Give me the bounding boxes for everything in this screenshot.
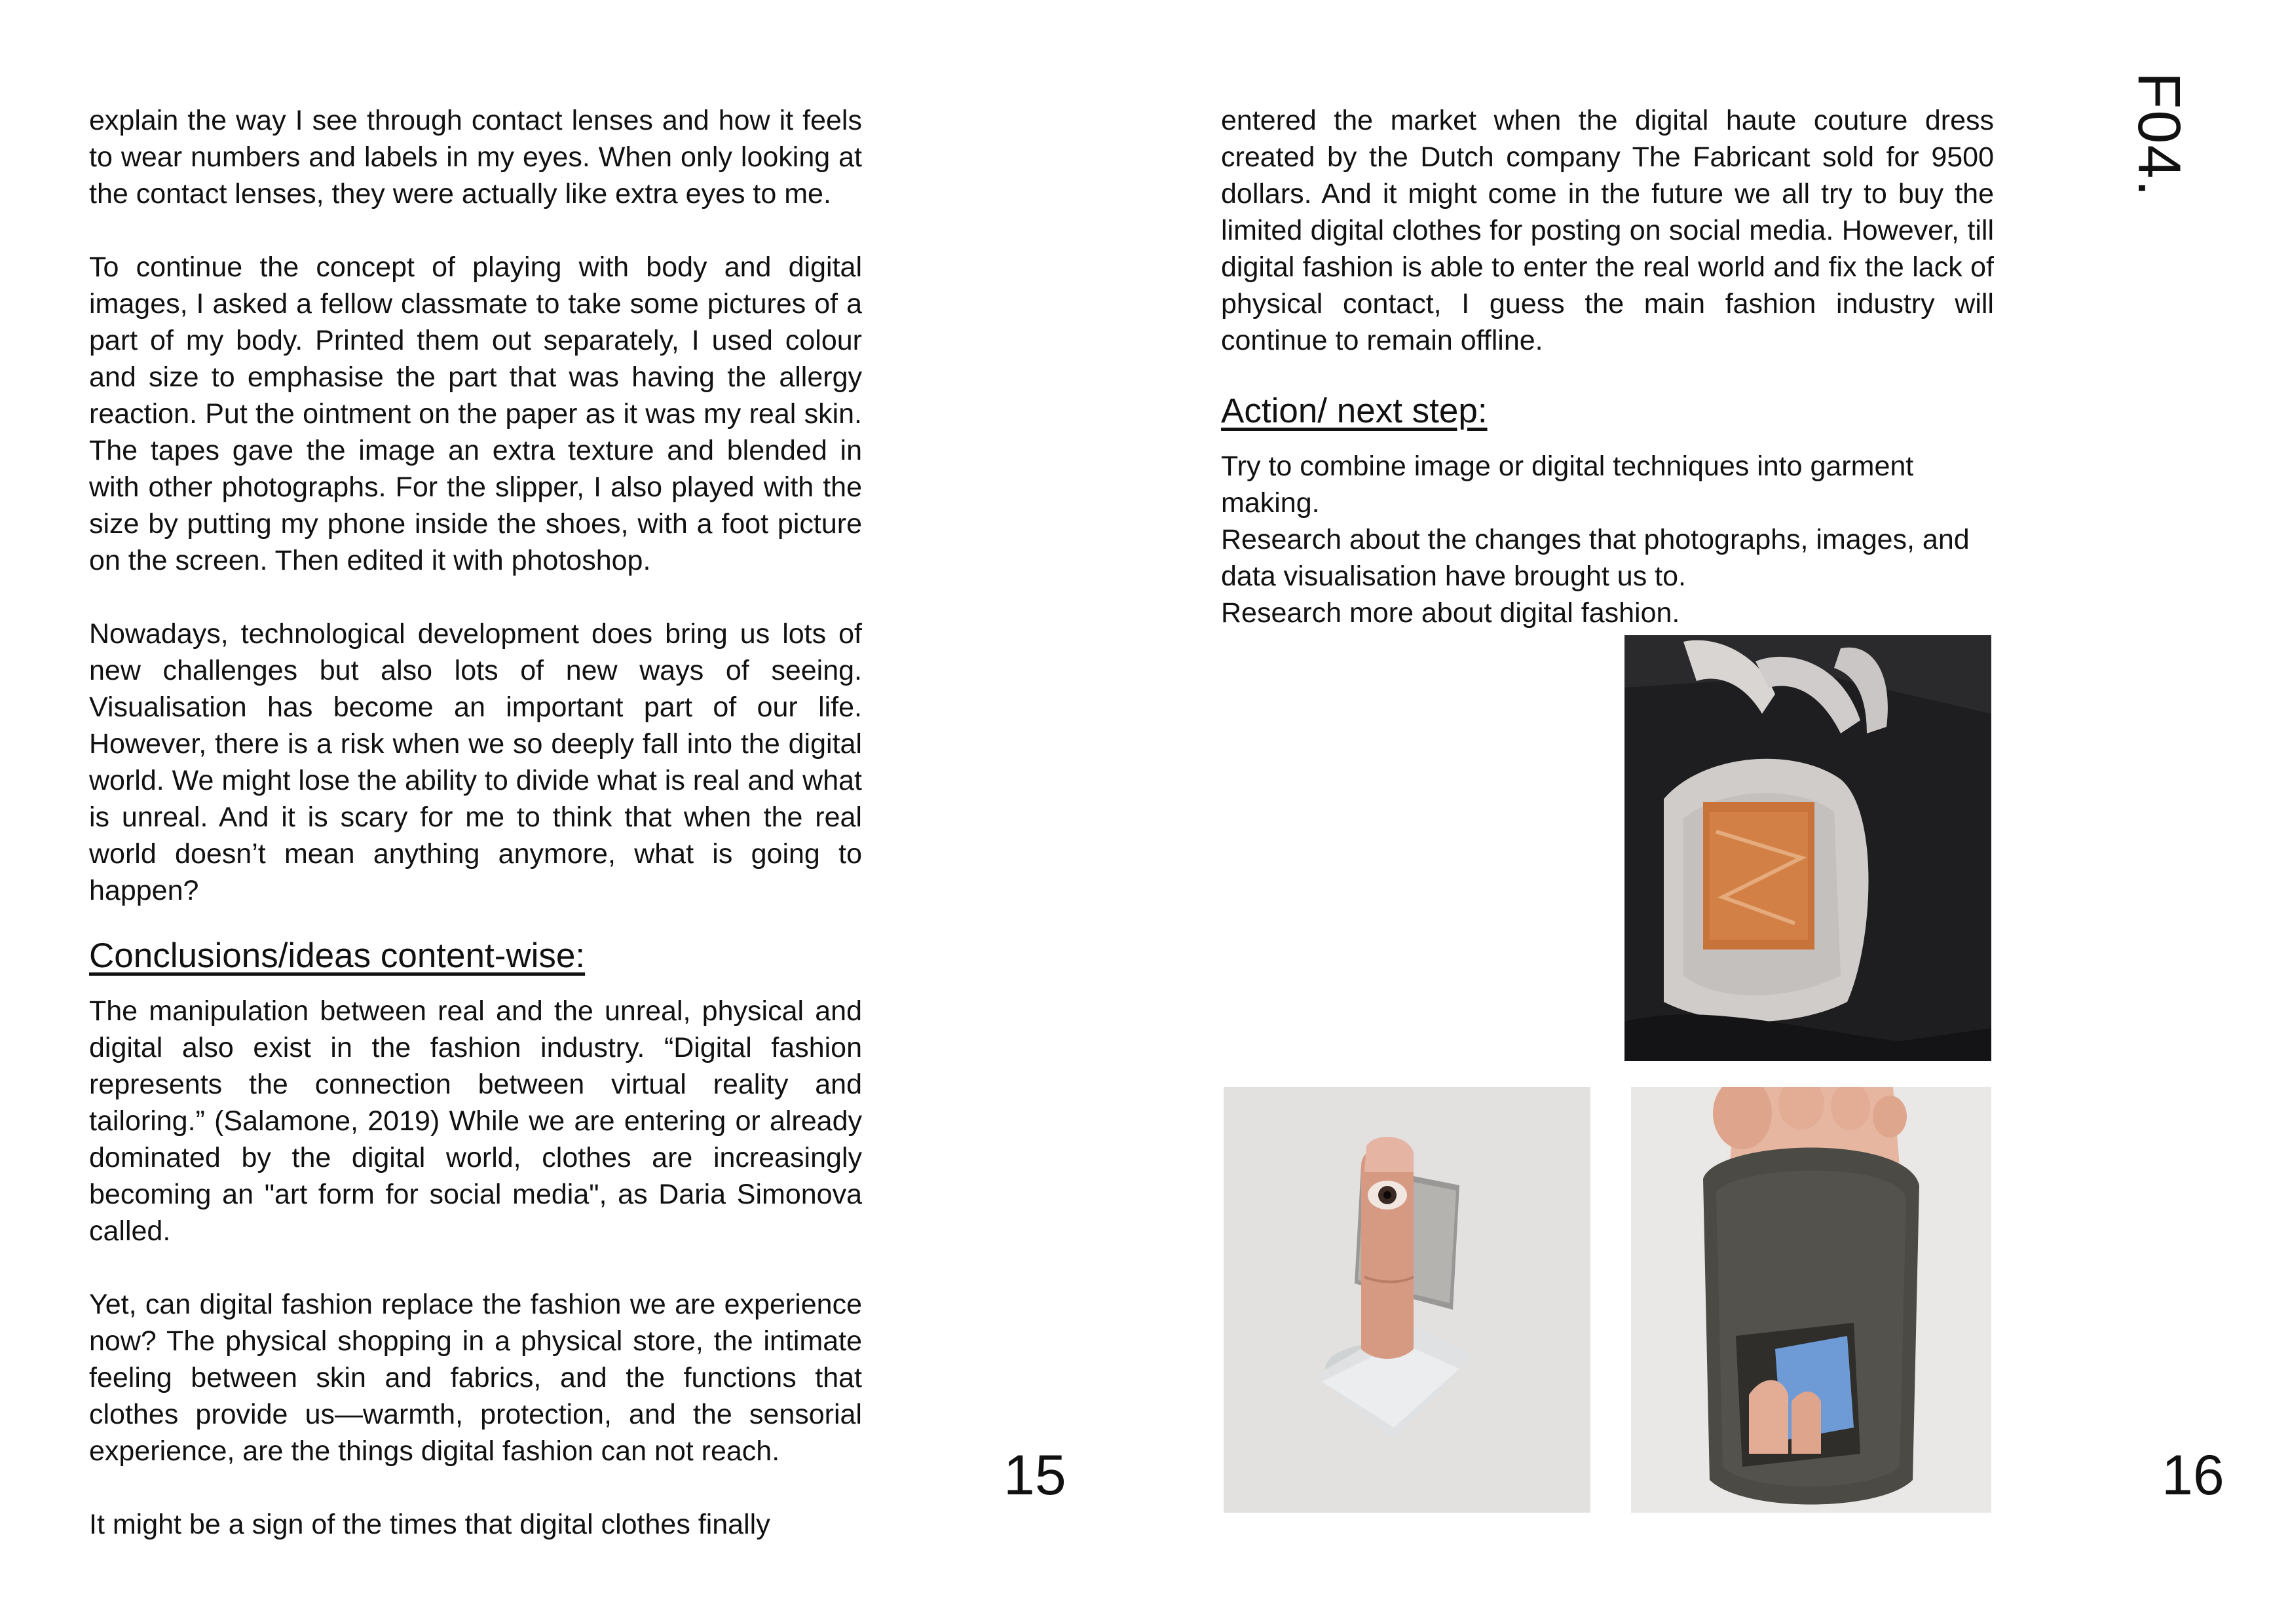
paragraph: To continue the concept of playing with body and digital images, I asked a fellow classmate to take some pictures of a part of my body. Printed them out separately, I used colour and size to emphasise the part that was having the allergy reaction. Put the ointment on the paper as it was my real skin. The tapes gave the image an extra texture and blended in with other photographs. For the slipper, I also played with the size by putting my phone inside the shoes, with a foot picture on the screen. Then edited it with photoshop. [89,251,862,576]
left-page-text [89,102,862,1543]
action-item: Try to combine image or digital techniques into garment making. [1221,451,1914,519]
action-heading: Action/ next step: [1221,392,1488,430]
section-code: F04. [2126,72,2192,198]
paragraph: explain the way I see through contact lenses and how it feels to wear numbers and labels in my eyes. When only looking at the contact lenses, they were actually like extra eyes to me. [89,105,862,210]
conclusions-heading: Conclusions/ideas content-wise: [89,936,586,975]
page-number-right: 16 [2162,1444,2224,1507]
action-item: Research more about digital fashion. [1221,597,1680,629]
body-with-ointment-photo [1624,635,1991,1061]
finger-with-eye-photo [1224,1087,1590,1513]
page-number-left: 15 [1004,1444,1066,1507]
paragraph: It might be a sign of the times that digital clothes finally [89,1509,770,1540]
paragraph: entered the market when the digital haute couture dress created by the Dutch company The Fabricant sold for 9500 dollars. And it might come in the future we all try to buy the limited digital clothes for posting on social media. However, till digital fashion is able to enter the real world and fix the lack of physical contact, I guess the main fashion industry will continue to remain offline. [1221,105,1994,356]
action-item: Research about the changes that photographs, images, and data visualisation have brought us to. [1221,524,1970,592]
paragraph: Yet, can digital fashion replace the fashion we are experience now? The physical shopping in a physical store, the intimate feeling between skin and fabrics, and the functions that clothes provide us—warmth, protection, and the sensorial experience, are the things digital fashion can not reach. [89,1289,862,1467]
right-page-text [1221,102,1994,631]
paragraph: Nowadays, technological development does bring us lots of new challenges but also lots of new ways of seeing. Visualisation has become an important part of our life. However, there is a risk when we so deeply fall into the digital world. We might lose the ability to divide what is real and what is unreal. And it is scary for me to think that when the real world doesn’t mean anything anymore, what is going to happen? [89,618,862,906]
foot-in-slipper-photo [1631,1087,1991,1513]
action-list [1221,448,1994,631]
paragraph: The manipulation between real and the unreal, physical and digital also exist in the fashion industry. “Digital fashion represents the connection between virtual reality and tailoring.” (Salamone, 2019) While we are entering or already dominated by the digital world, clothes are increasingly becoming an "art form for social media", as Daria Simonova called. [89,995,862,1247]
